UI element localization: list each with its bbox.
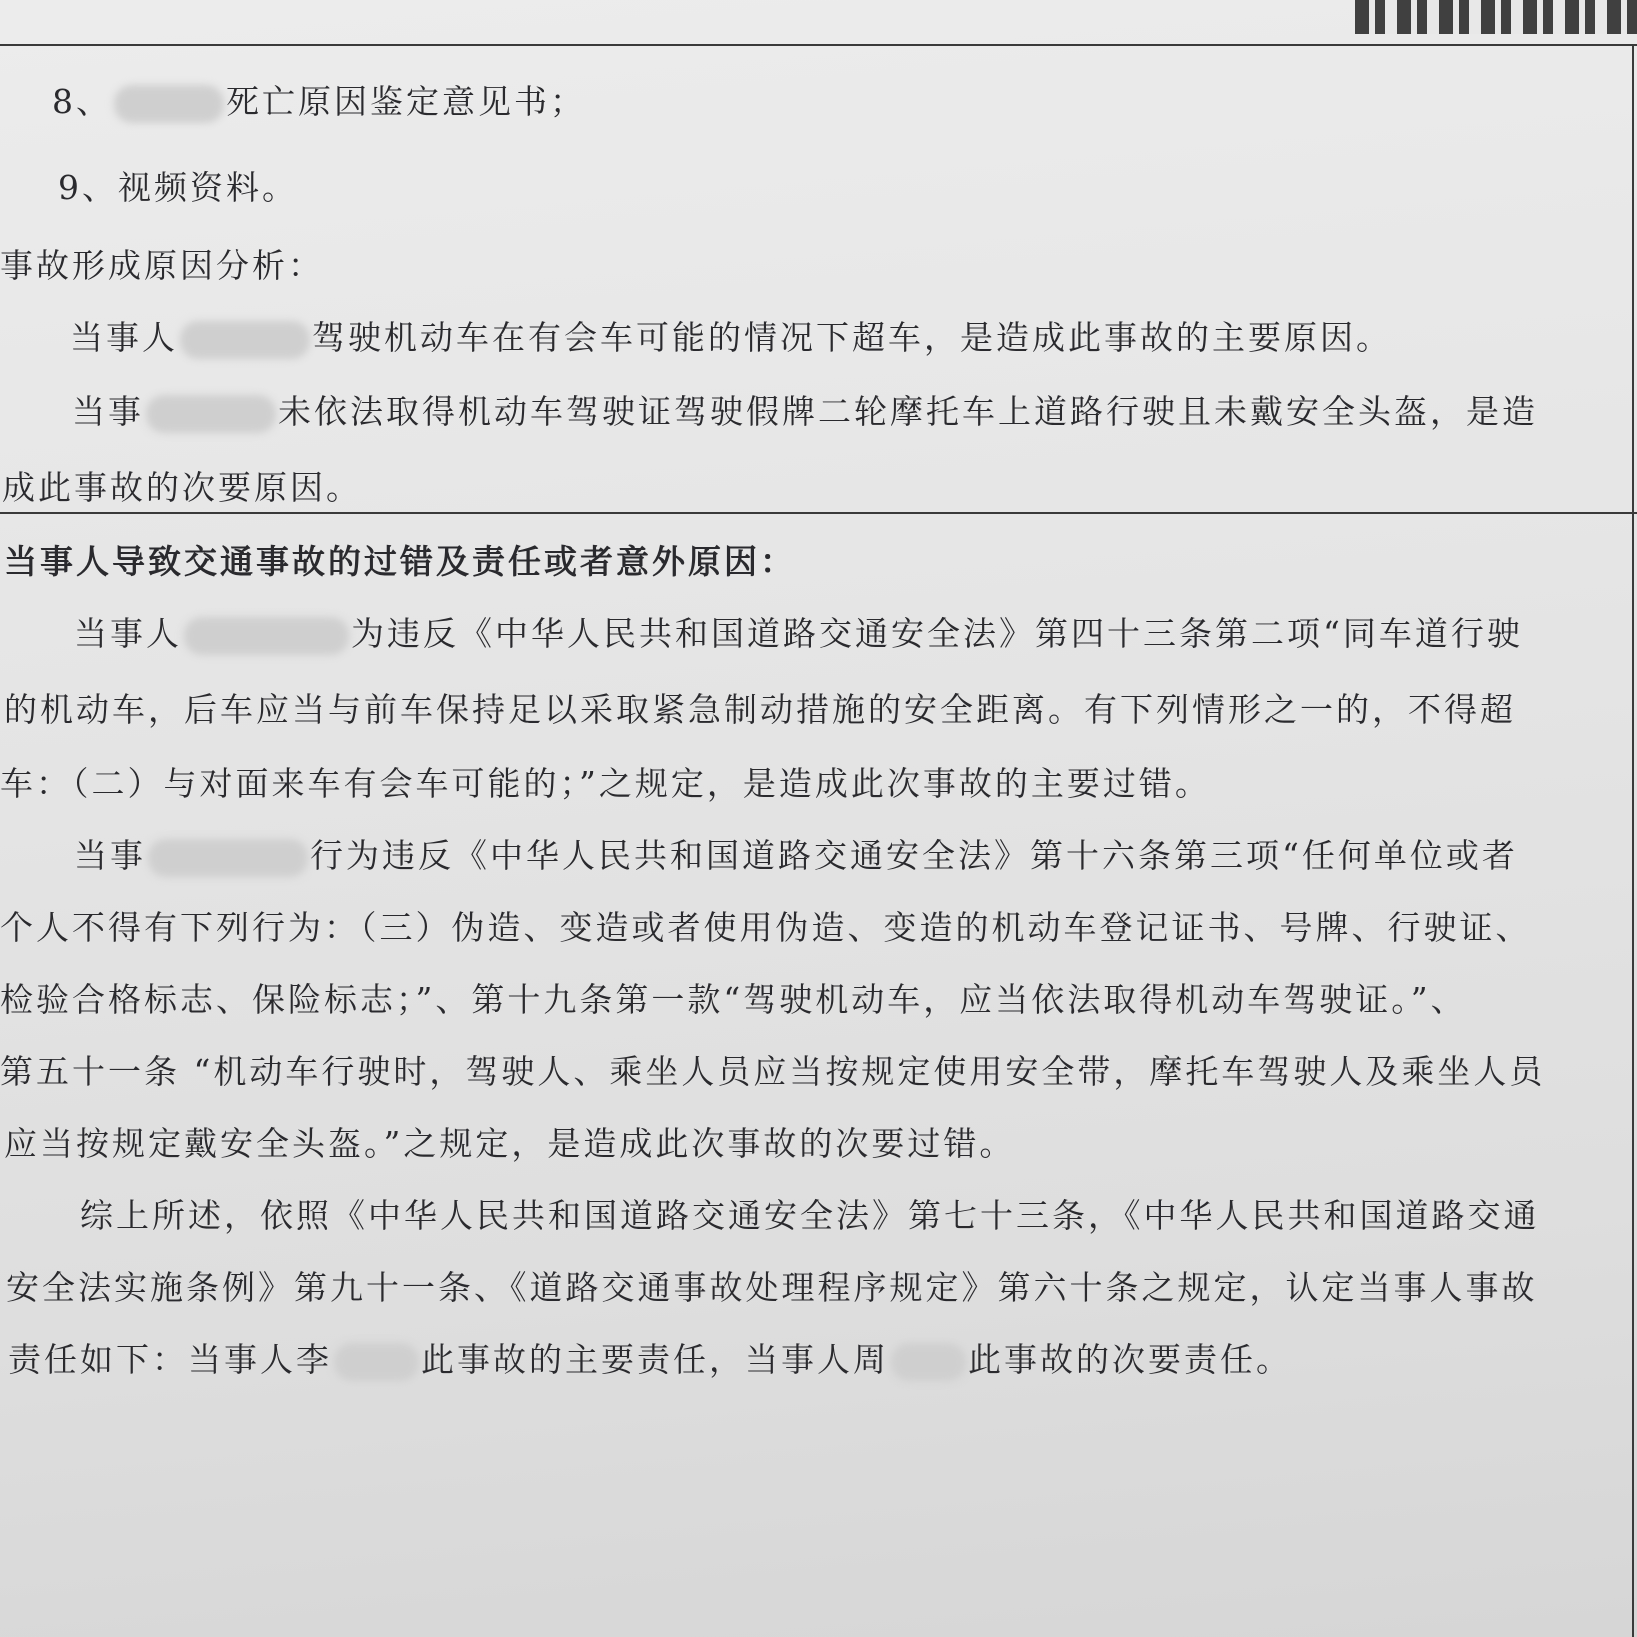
- cause-paragraph-1: 当事人 驾驶机动车在有会车可能的情况下超车，是造成此事故的主要原因。: [70, 318, 1392, 357]
- conclusion-line: 综上所述，依照《中华人民共和国道路交通安全法》第七十三条，《中华人民共和国道路交通: [80, 1196, 1540, 1235]
- fault-paragraph-1-line: 的机动车，后车应当与前车保持足以采取紧急制动措施的安全距离。有下列情形之一的，不得超: [4, 690, 1516, 729]
- table-border-top: [0, 44, 1637, 46]
- cause-section-title: 事故形成原因分析：: [0, 246, 324, 285]
- evidence-item-9: 9、视频资料。: [58, 168, 298, 207]
- fault-paragraph-2-line: 应当按规定戴安全头盔。”之规定，是造成此次事故的次要过错。: [4, 1124, 1016, 1163]
- fault-paragraph-2-line: 检验合格标志、保险标志；”、第十九条第一款“驾驶机动车，应当依法取得机动车驾驶证。”、: [0, 980, 1467, 1019]
- redacted-name: [148, 839, 308, 877]
- cause-paragraph-2-cont: 成此事故的次要原因。: [2, 468, 362, 507]
- redacted-name: [114, 85, 224, 123]
- conclusion-line-responsibility: 责任如下：当事人李 此事故的主要责任，当事人周 此事故的次要责任。: [8, 1340, 1292, 1379]
- cause-paragraph-2: 当事 未依法取得机动车驾驶证驾驶假牌二轮摩托车上道路行驶且未戴安全头盔，是造: [72, 392, 1538, 431]
- fault-paragraph-2: 当事 行为违反《中华人民共和国道路交通安全法》第十六条第三项“任何单位或者: [74, 836, 1518, 875]
- redacted-name: [184, 617, 349, 655]
- conclusion-line: 安全法实施条例》第九十一条、《道路交通事故处理程序规定》第六十条之规定，认定当事人事故: [6, 1268, 1538, 1307]
- fault-paragraph-1-line: 车：（二）与对面来车有会车可能的；”之规定，是造成此次事故的主要过错。: [0, 764, 1211, 803]
- redacted-name: [146, 395, 276, 433]
- fault-paragraph-2-line: 第五十一条 “机动车行驶时，驾驶人、乘坐人员应当按规定使用安全带，摩托车驾驶人及乘坐人员: [0, 1052, 1546, 1091]
- redacted-name: [180, 321, 310, 359]
- fault-section-title: 当事人导致交通事故的过错及责任或者意外原因：: [4, 542, 796, 581]
- evidence-item-8: 8、 死亡原因鉴定意见书；: [52, 82, 586, 121]
- table-row-divider: [0, 512, 1637, 514]
- fault-paragraph-1: 当事人 为违反《中华人民共和国道路交通安全法》第四十三条第二项“同车道行驶: [74, 614, 1523, 653]
- redacted-name: [891, 1343, 966, 1381]
- qr-code: [1355, 0, 1637, 34]
- table-border-right: [1632, 44, 1634, 1637]
- redacted-name: [334, 1343, 419, 1381]
- fault-paragraph-2-line: 个人不得有下列行为：（三）伪造、变造或者使用伪造、变造的机动车登记证书、号牌、行驶证、: [0, 908, 1532, 947]
